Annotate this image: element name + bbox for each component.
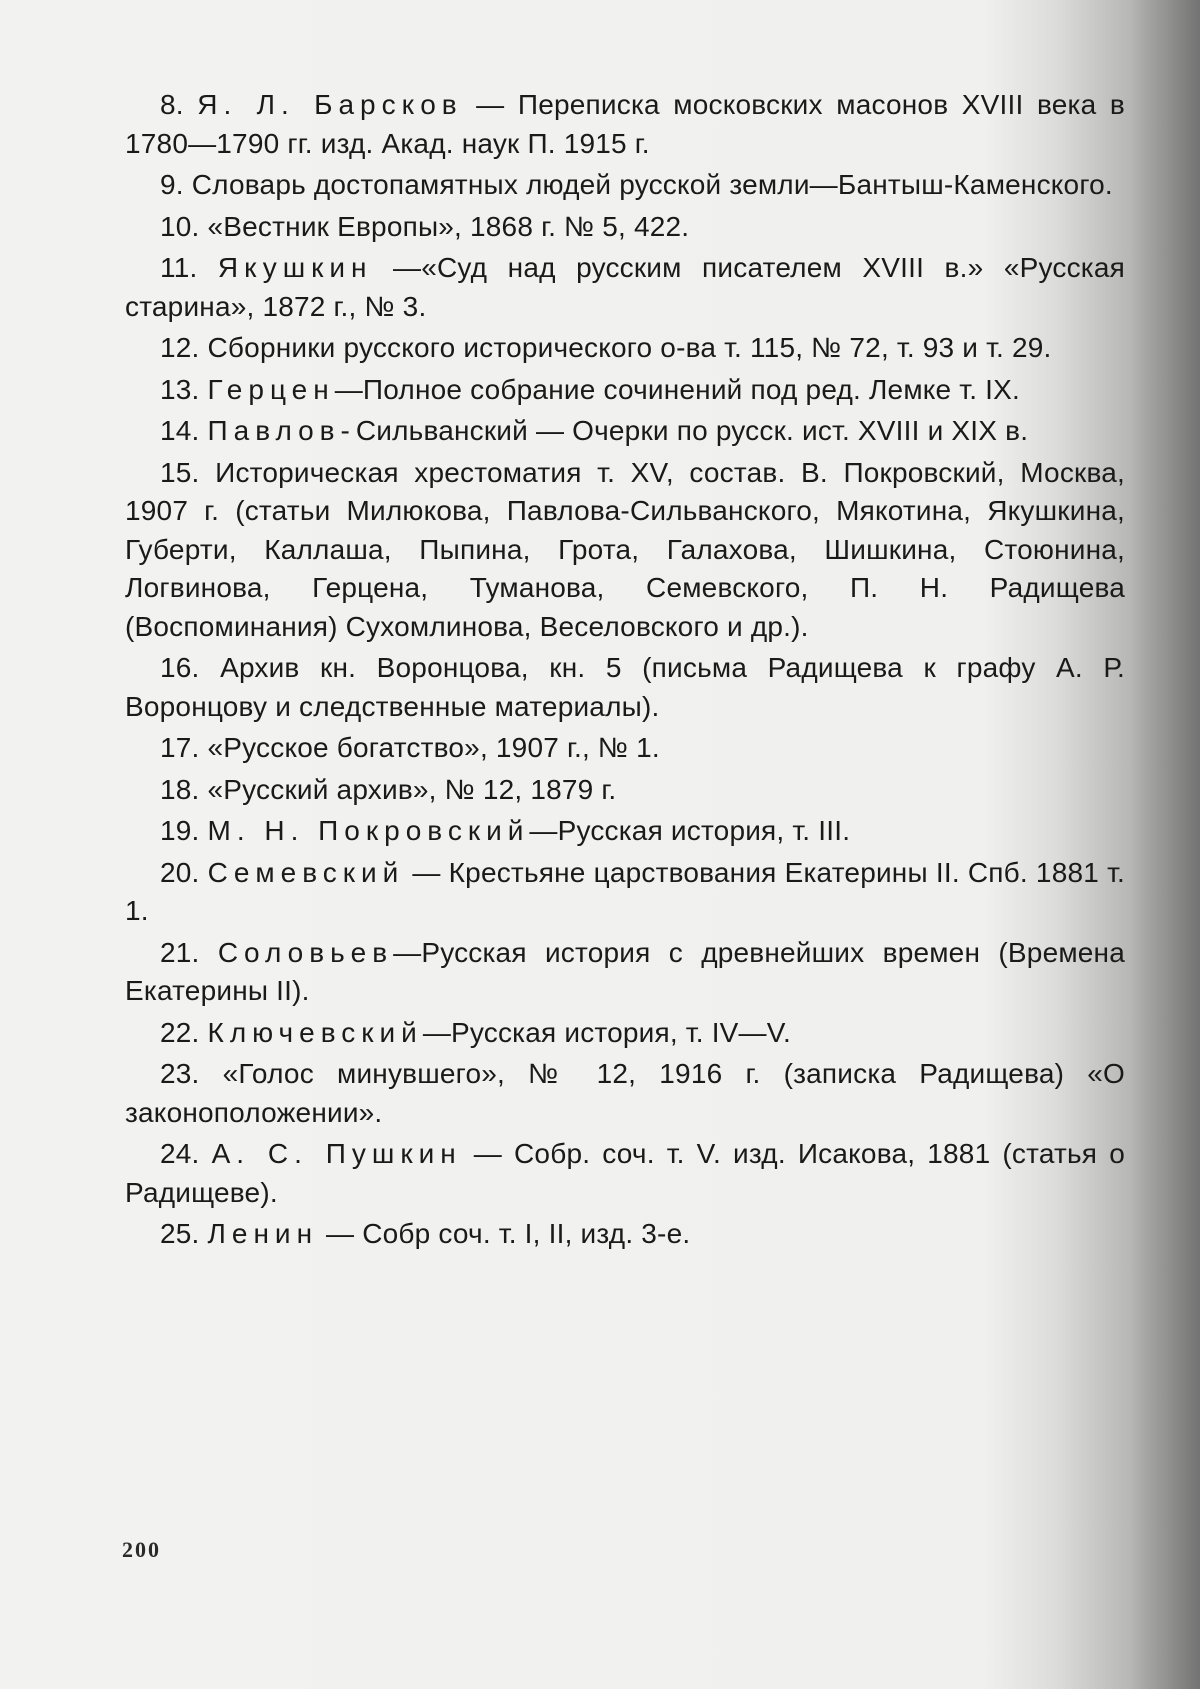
- entry-number: 23.: [160, 1058, 200, 1089]
- entry-number: 17.: [160, 732, 200, 763]
- entry-number: 8.: [160, 89, 184, 120]
- entry-author: М. Н. Покровский: [207, 815, 530, 846]
- entry-author: Герцен: [207, 373, 335, 405]
- entry-text: —«Суд над русским писателем XVIII в.» «Русская старина», 1872 г., № 3.: [125, 252, 1125, 322]
- entry-author: Ленин: [207, 1218, 319, 1249]
- bibliography-entry-11: [125, 249, 1125, 326]
- entry-author: Семевский: [207, 856, 405, 888]
- entry-author: Ключевский: [207, 1016, 423, 1048]
- entry-number: 13.: [160, 373, 200, 405]
- bibliography-entry-25: [125, 1215, 1125, 1254]
- bibliography-list: [125, 86, 1125, 1257]
- entry-author: А. С. Пушкин: [211, 1138, 462, 1169]
- bibliography-entry-17: [125, 729, 1125, 768]
- bibliography-entry-13: [125, 371, 1125, 410]
- entry-number: 19.: [160, 815, 200, 846]
- entry-text: — Крестьяне царствования Екатерины II. Спб. 1881 т. 1.: [125, 856, 1125, 926]
- entry-number: 10.: [160, 210, 200, 242]
- bibliography-entry-9: [125, 166, 1125, 205]
- bibliography-entry-21: [125, 934, 1125, 1011]
- entry-text: — Собр соч. т. I, II, изд. 3-е.: [318, 1218, 691, 1249]
- entry-author: Павлов-: [207, 415, 356, 446]
- entry-text: —Русская история, т. IV—V.: [422, 1016, 792, 1048]
- bibliography-entry-23: [125, 1055, 1125, 1132]
- entry-number: 9.: [160, 169, 184, 200]
- entry-text: —Русская история, т. III.: [529, 815, 851, 846]
- entry-text: Словарь достопамятных людей русской земли—Бантыш-Каменского.: [191, 169, 1113, 200]
- entry-author: Соловьев: [217, 936, 394, 968]
- bibliography-entry-16: [125, 649, 1125, 726]
- entry-text: —Русская история с древнейших времен (Времена Екатерины II).: [125, 936, 1125, 1006]
- entry-number: 15.: [160, 456, 200, 488]
- entry-number: 24.: [160, 1138, 200, 1169]
- entry-number: 11.: [160, 252, 198, 283]
- entry-text: «Русское богатство», 1907 г., № 1.: [207, 732, 660, 763]
- bibliography-entry-22: [125, 1014, 1125, 1053]
- spine-shadow: [1130, 0, 1200, 1689]
- entry-text: Сильванский — Очерки по русск. ист. XVIII и XIX в.: [355, 415, 1029, 446]
- entry-number: 12.: [160, 332, 200, 363]
- entry-text: Архив кн. Воронцова, кн. 5 (письма Радищева к графу А. Р. Воронцову и следственные материалы).: [125, 652, 1125, 722]
- entry-number: 14.: [160, 415, 200, 446]
- entry-text: Историческая хрестоматия т. XV, состав. В. Покровский, Москва, 1907 г. (статьи Милюкова, Павлова-Сильванского, Мякотина, Якушкина, Губерти, Каллаша, Пыпина, Грота, Галахова, Шишкина, Стоюнина, Логвинова, Герцена, Туманова, Семевского, П. Н. Радищева (Воспоминания) Сухомлинова, Веселовского и др.).: [125, 456, 1125, 642]
- entry-text: — Переписка московских масонов XVIII века в 1780—1790 гг. изд. Акад. наук П. 1915 г.: [125, 89, 1125, 159]
- bibliography-entry-10: [125, 208, 1125, 247]
- entry-number: 22.: [160, 1016, 200, 1048]
- entry-number: 25.: [160, 1218, 200, 1249]
- entry-author: Я. Л. Барсков: [197, 89, 463, 120]
- bibliography-entry-18: [125, 771, 1125, 810]
- bibliography-entry-14: [125, 412, 1125, 451]
- bibliography-entry-12: [125, 329, 1125, 368]
- entry-number: 18.: [160, 773, 200, 805]
- entry-text: —Полное собрание сочинений под ред. Лемке т. IX.: [334, 373, 1020, 405]
- bibliography-entry-24: [125, 1135, 1125, 1212]
- bibliography-entry-20: [125, 854, 1125, 931]
- entry-text: — Собр. соч. т. V. изд. Исакова, 1881 (статья о Радищеве).: [125, 1138, 1125, 1208]
- entry-author: Якушкин: [217, 252, 373, 283]
- entry-text: «Русский архив», № 12, 1879 г.: [207, 773, 617, 805]
- bibliography-entry-8: [125, 86, 1125, 163]
- page-number: 200: [122, 1537, 161, 1562]
- entry-number: 16.: [160, 652, 200, 683]
- entry-number: 21.: [160, 936, 200, 968]
- entry-text: «Голос минувшего», № 12, 1916 г. (записка Радищева) «О законоположении».: [125, 1058, 1125, 1128]
- bibliography-entry-19: [125, 812, 1125, 851]
- entry-text: Сборники русского исторического о-ва т. 115, № 72, т. 93 и т. 29.: [207, 332, 1052, 363]
- bibliography-entry-15: [125, 454, 1125, 647]
- entry-number: 20.: [160, 856, 200, 888]
- entry-text: «Вестник Европы», 1868 г. № 5, 422.: [207, 210, 690, 242]
